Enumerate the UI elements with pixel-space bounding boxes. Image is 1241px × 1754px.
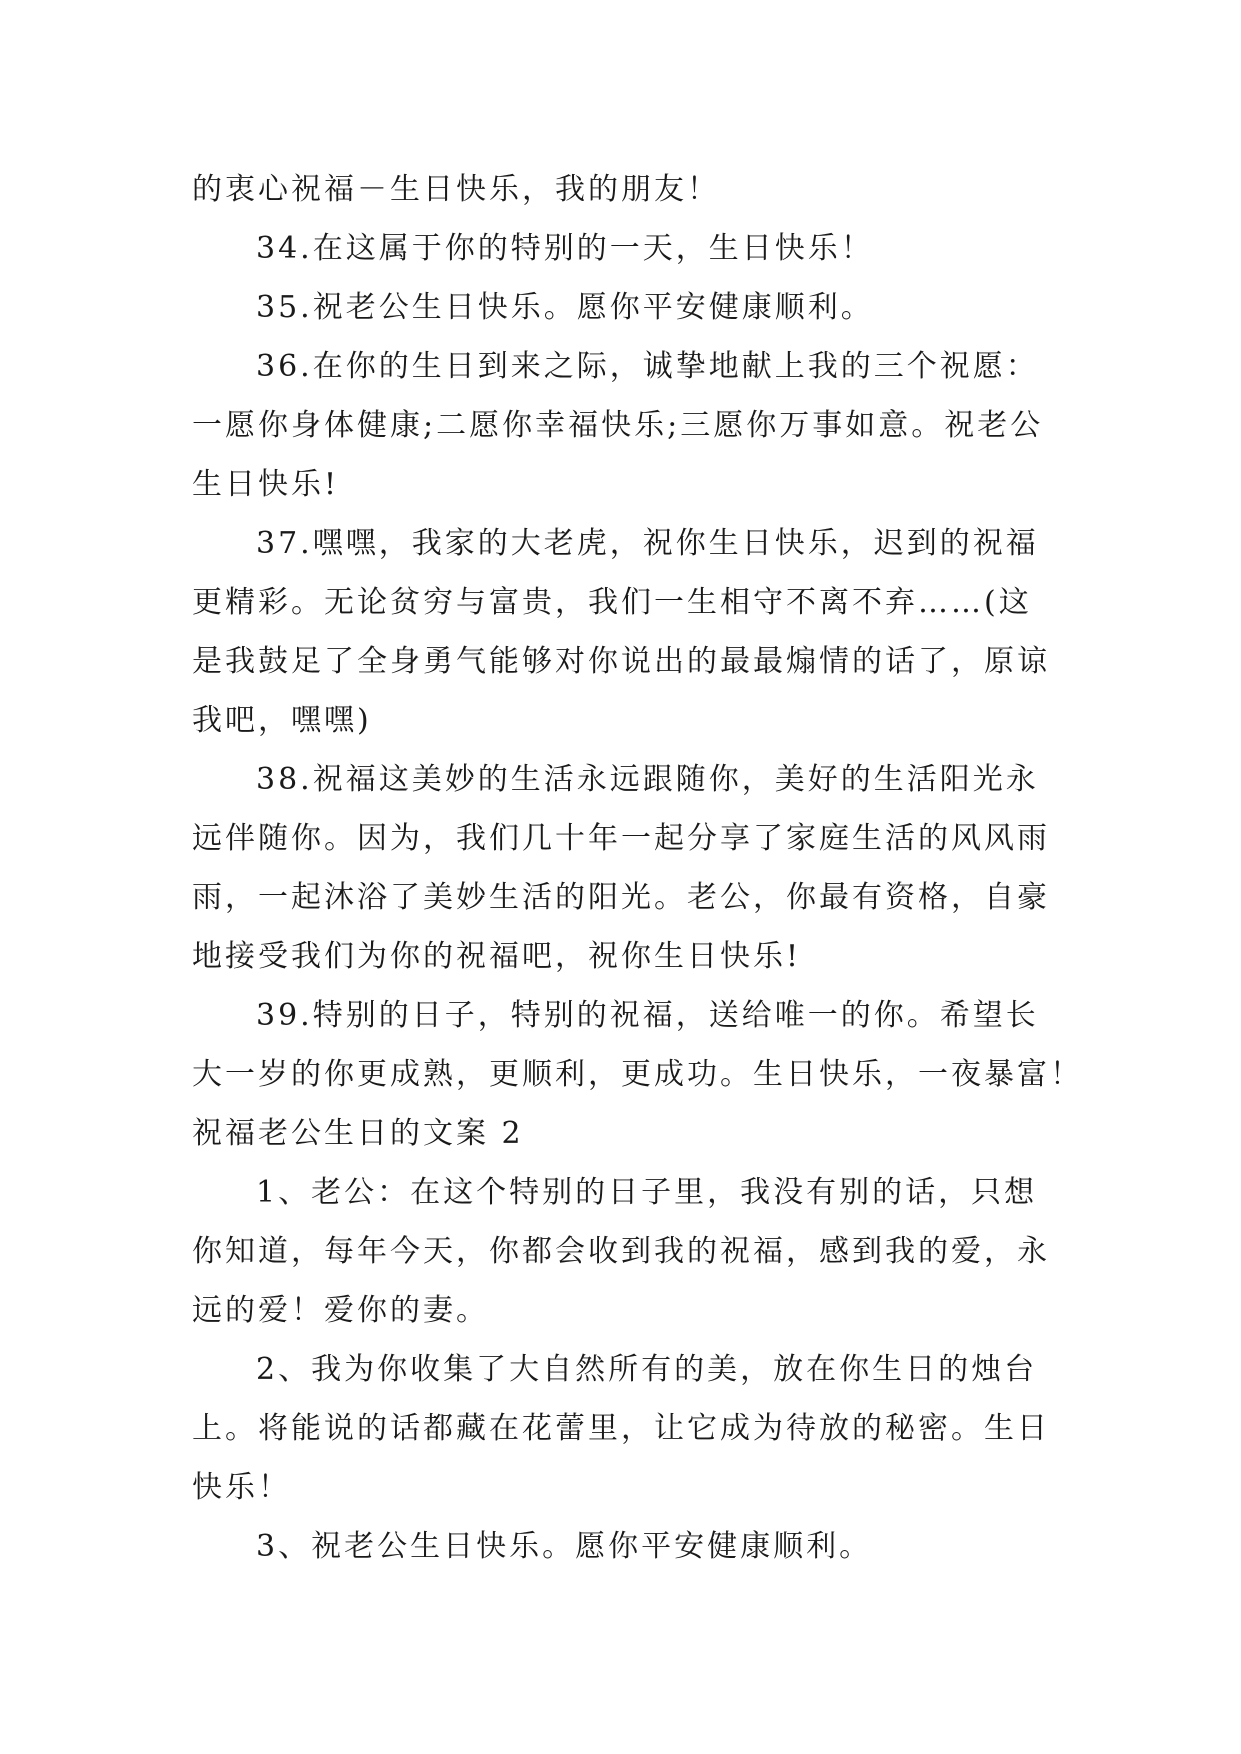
text-line: 远伴随你。因为，我们几十年一起分享了家庭生活的风风雨 bbox=[192, 821, 1050, 856]
text-line: 更精彩。无论贫穷与富贵，我们一生相守不离不弃……(这 bbox=[192, 585, 1032, 620]
text-line: 1、老公：在这个特别的日子里，我没有别的话，只想 bbox=[256, 1175, 1038, 1210]
text-line: 我吧，嘿嘿) bbox=[192, 703, 372, 738]
text-line: 地接受我们为你的祝福吧，祝你生日快乐! bbox=[192, 939, 802, 974]
text-line: 的衷心祝福－生日快乐，我的朋友！ bbox=[192, 172, 720, 207]
text-line: 一愿你身体健康;二愿你幸福快乐;三愿你万事如意。祝老公 bbox=[192, 408, 1044, 443]
text-line: 远的爱！爱你的妻。 bbox=[192, 1293, 489, 1328]
text-line: 2、我为你收集了大自然所有的美，放在你生日的烛台 bbox=[256, 1352, 1038, 1387]
document-body bbox=[192, 160, 1083, 1576]
text-line: 36.在你的生日到来之际，诚挚地献上我的三个祝愿： bbox=[256, 349, 1039, 384]
text-line: 39.特别的日子，特别的祝福，送给唯一的你。希望长 bbox=[256, 998, 1039, 1033]
text-line: 生日快乐! bbox=[192, 467, 340, 502]
text-line: 上。将能说的话都藏在花蕾里，让它成为待放的秘密。生日 bbox=[192, 1411, 1050, 1446]
text-line: 34.在这属于你的特别的一天，生日快乐！ bbox=[256, 231, 874, 266]
text-line: 是我鼓足了全身勇气能够对你说出的最最煽情的话了，原谅 bbox=[192, 644, 1050, 679]
text-line: 38.祝福这美妙的生活永远跟随你，美好的生活阳光永 bbox=[256, 762, 1039, 797]
text-line: 3、祝老公生日快乐。愿你平安健康顺利。 bbox=[256, 1529, 873, 1564]
text-line: 35.祝老公生日快乐。愿你平安健康顺利。 bbox=[256, 290, 874, 325]
section-heading: 祝福老公生日的文案 2 bbox=[192, 1116, 524, 1151]
text-line: 快乐！ bbox=[192, 1470, 291, 1505]
text-line: 雨，一起沐浴了美妙生活的阳光。老公，你最有资格，自豪 bbox=[192, 880, 1050, 915]
text-line: 37.嘿嘿，我家的大老虎，祝你生日快乐，迟到的祝福 bbox=[256, 526, 1039, 561]
text-line: 你知道，每年今天，你都会收到我的祝福，感到我的爱，永 bbox=[192, 1234, 1050, 1269]
text-line: 大一岁的你更成熟，更顺利，更成功。生日快乐，一夜暴富！ bbox=[192, 1057, 1083, 1092]
